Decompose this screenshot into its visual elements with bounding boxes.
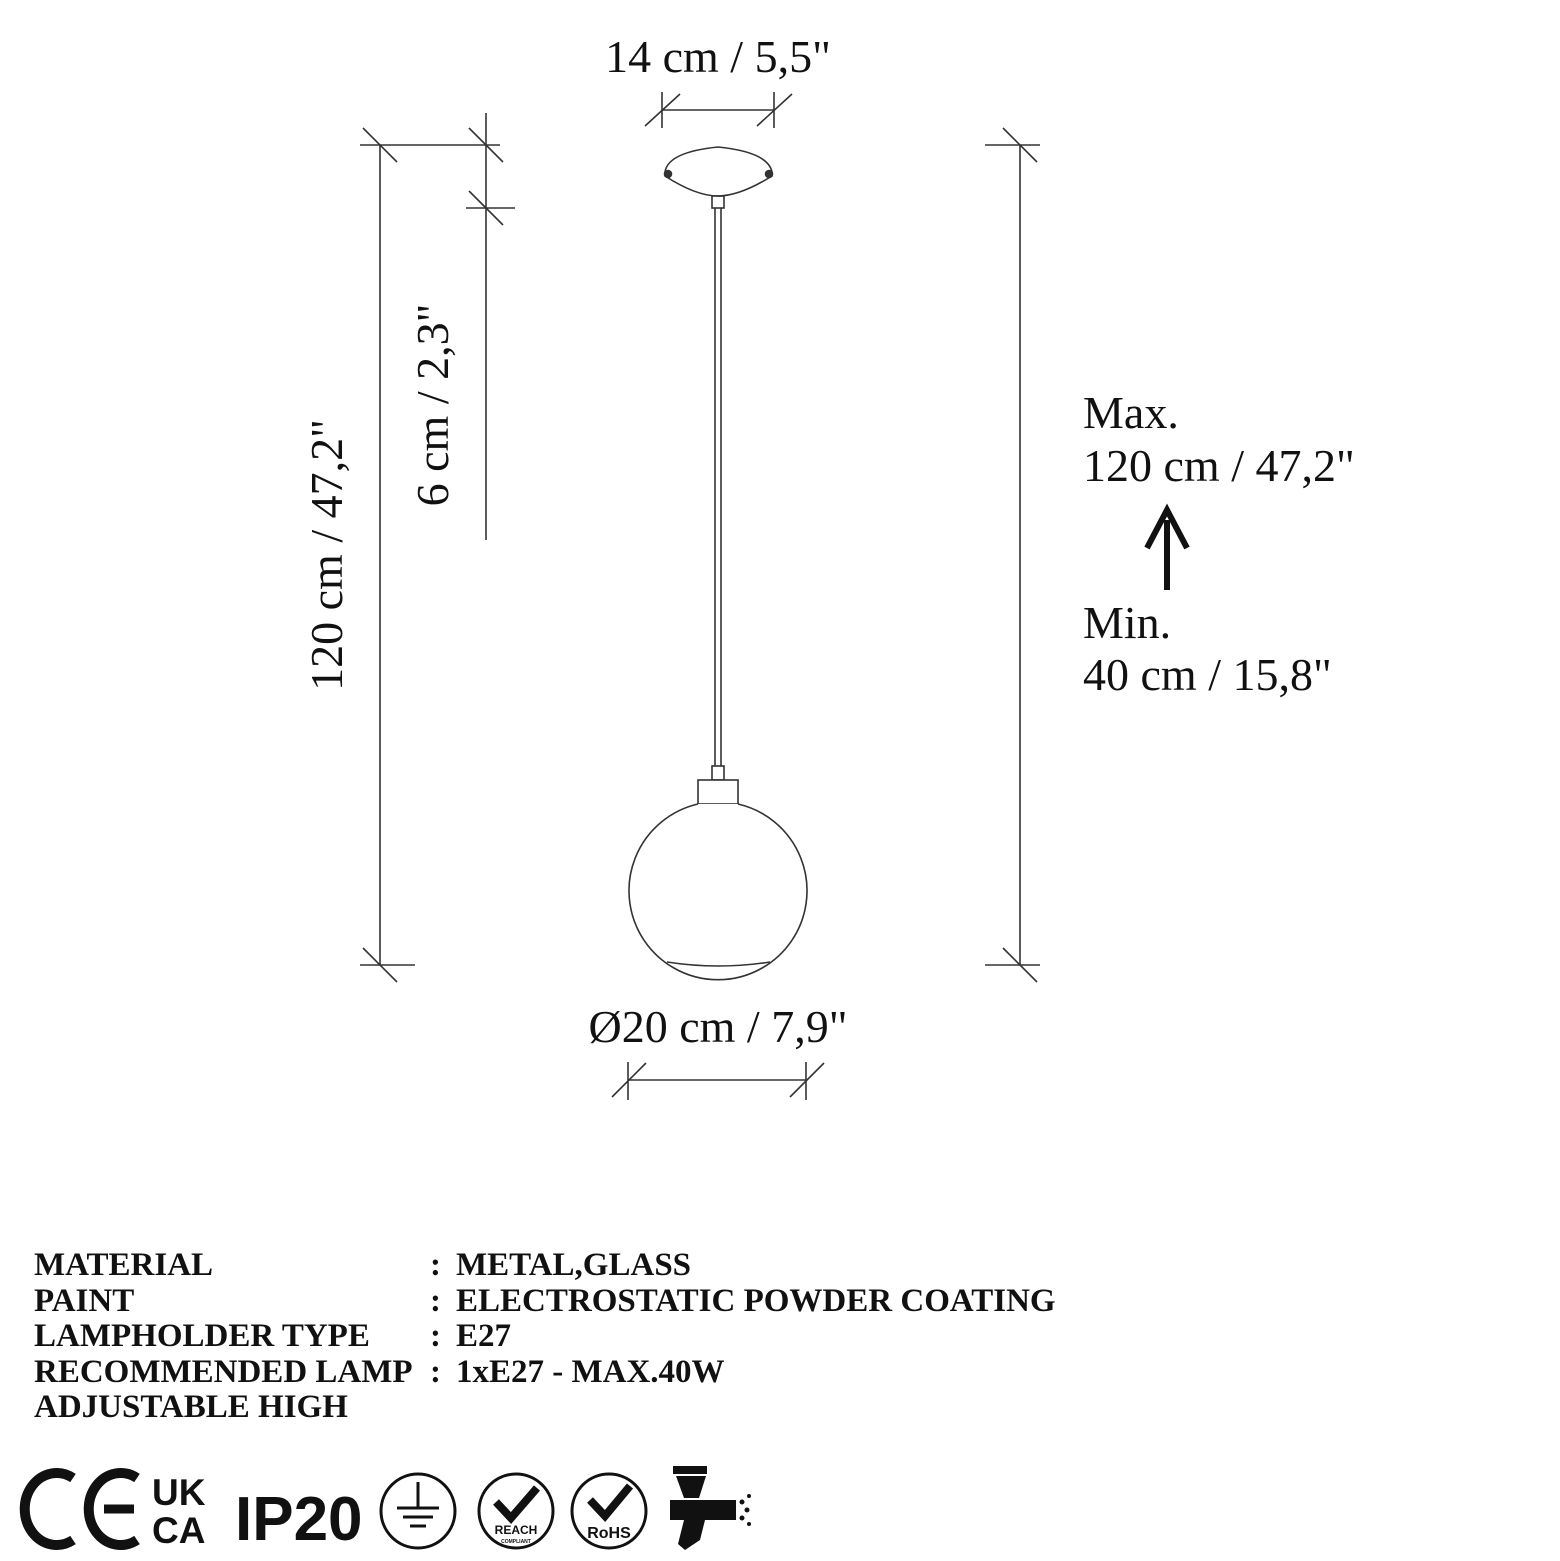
svg-text:UK: UK: [152, 1472, 206, 1513]
spec-value: ELECTROSTATIC POWDER COATING: [456, 1282, 1056, 1319]
svg-text:REACH: REACH: [494, 1523, 538, 1537]
glass-globe: [629, 804, 807, 980]
shade-diameter-label: Ø20 cm / 7,9": [588, 1001, 848, 1052]
spec-key: LAMPHOLDER TYPE: [34, 1318, 370, 1354]
spec-key: MATERIAL: [34, 1247, 214, 1283]
certification-row: [25, 1466, 751, 1554]
adjustable-height-dimension: [985, 128, 1040, 982]
min-value: 40 cm / 15,8": [1083, 649, 1332, 700]
canopy-width-dimension: [645, 92, 792, 128]
spec-separator: :: [430, 1318, 441, 1354]
canopy-width-label: 14 cm / 5,5": [605, 31, 831, 82]
max-value: 120 cm / 47,2": [1083, 440, 1355, 491]
ce-mark-icon: [25, 1473, 137, 1545]
ceiling-canopy: [665, 147, 772, 196]
spec-key: PAINT: [34, 1282, 135, 1319]
spec-separator: :: [430, 1282, 441, 1319]
svg-text:COMPLIANT: COMPLIANT: [501, 1539, 531, 1545]
spec-value: 1xE27 - MAX.40W: [456, 1353, 725, 1390]
canopy-height-dimension: [466, 113, 515, 540]
total-height-label: 120 cm / 47,2": [301, 419, 352, 691]
adjust-arrow-icon: [1147, 510, 1187, 590]
shade-diameter-dimension: [612, 1062, 824, 1100]
earth-ground-icon: [381, 1474, 455, 1548]
spec-separator: :: [430, 1353, 441, 1390]
reach-check-icon: [479, 1474, 553, 1548]
canopy-height-label: 6 cm / 2,3": [407, 303, 458, 507]
min-label: Min.: [1083, 597, 1172, 648]
ip-rating: IP20: [235, 1485, 363, 1554]
spec-value: METAL,GLASS: [456, 1247, 692, 1283]
spec-key: ADJUSTABLE HIGH: [34, 1389, 348, 1425]
pendant-lamp: [629, 147, 807, 980]
spec-value: E27: [456, 1318, 512, 1354]
spec-key: RECOMMENDED LAMP: [34, 1353, 413, 1390]
rohs-check-icon: [572, 1474, 646, 1548]
svg-text:CA: CA: [152, 1510, 206, 1551]
spec-separator: :: [430, 1247, 441, 1283]
ukca-mark-icon: [152, 1472, 206, 1551]
svg-text:RoHS: RoHS: [587, 1525, 631, 1542]
spray-gun-icon: [670, 1466, 751, 1550]
total-height-dimension: [360, 128, 500, 982]
max-label: Max.: [1083, 387, 1179, 438]
